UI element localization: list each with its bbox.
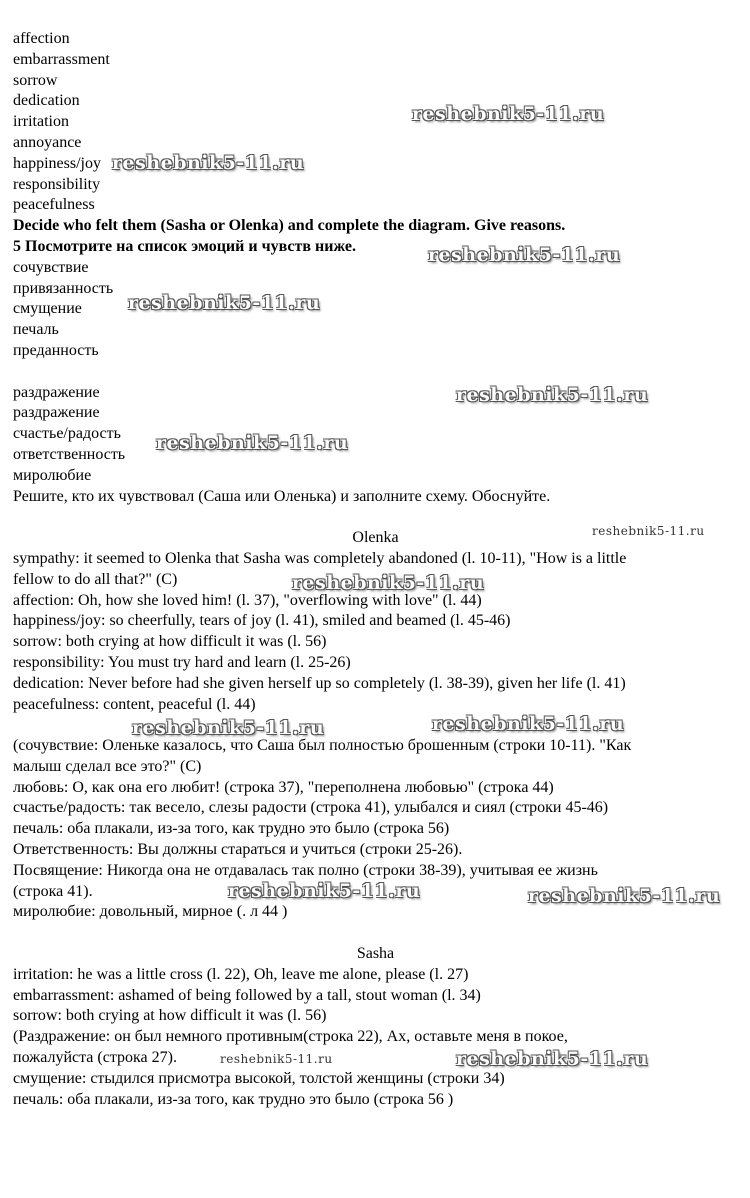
watermark: reshebnik5-11.ru (432, 713, 625, 735)
text-line: счастье/радость: так весело, слезы радости (строка 41), улыбался и сиял (строки 45-46) (13, 799, 609, 817)
text-line: Ответственность: Вы должны стараться и учиться (строки 25-26). (13, 841, 463, 859)
spacer (13, 715, 738, 736)
text-line: (строка 41). (13, 882, 93, 900)
watermark: reshebnik5-11.ru (228, 880, 421, 902)
watermark: reshebnik5-11.ru (128, 292, 321, 314)
text-line: печаль: оба плакали, из-за того, как трудно это было (строка 56 ) (13, 1090, 454, 1108)
list-item: привязанность (13, 279, 114, 297)
list-item: sorrow (13, 71, 58, 89)
list-item: счастье/радость (13, 425, 121, 443)
list-item: смущение (13, 300, 82, 318)
text-line: happiness/joy: so cheerfully, tears of joy (l. 41), smiled and beamed (l. 45-46) (13, 612, 511, 630)
text-line: sorrow: both crying at how difficult it was (l. 56) (13, 633, 327, 651)
list-item: responsibility (13, 175, 101, 193)
text-line: смущение: стыдился присмотра высокой, толстой женщины (строки 34) (13, 1069, 505, 1087)
watermark: reshebnik5-11.ru (220, 1052, 333, 1066)
list-item: миролюбие (13, 466, 92, 484)
list-item: embarrassment (13, 50, 110, 68)
list-item: happiness/joy (13, 154, 101, 172)
instruction-ru: Решите, кто их чувствовал (Саша или Оленька) и заполните схему. Обоснуйте. (13, 487, 551, 505)
document-body (13, 29, 738, 1110)
sasha-heading: Sasha (356, 945, 395, 963)
text-line: irritation: he was a little cross (l. 22), Oh, leave me alone, please (l. 27) (13, 965, 469, 983)
olenka-heading: Olenka (352, 529, 399, 547)
text-line: responsibility: You must try hard and learn (l. 25-26) (13, 653, 351, 671)
text-line: (Раздражение: он был немного противным(строка 22), Ах, оставьте меня в покое, (13, 1028, 568, 1046)
list-item: peacefulness (13, 196, 95, 214)
list-item: affection (13, 30, 70, 47)
watermark: reshebnik5-11.ru (412, 103, 605, 125)
text-line: любовь: О, как она его любит! (строка 37), "переполнена любовью" (строка 44) (13, 778, 554, 796)
text-line: sorrow: both crying at how difficult it was (l. 56) (13, 1007, 327, 1025)
watermark: reshebnik5-11.ru (156, 432, 349, 454)
text-line: печаль: оба плакали, из-за того, как трудно это было (строка 56) (13, 820, 450, 838)
text-line: dedication: Never before had she given herself up so completely (l. 38-39), given her life (l. 41) (13, 674, 626, 692)
list-item: сочувствие (13, 258, 89, 276)
instruction-en: Decide who felt them (Sasha or Olenka) and complete the diagram. Give reasons. (13, 217, 566, 235)
list-item: раздражение (13, 383, 100, 401)
watermark: reshebnik5-11.ru (132, 717, 325, 739)
watermark: reshebnik5-11.ru (292, 572, 485, 594)
list-item: преданность (13, 341, 99, 359)
list-item: ответственность (13, 445, 126, 463)
text-line: peacefulness: content, peaceful (l. 44) (13, 695, 256, 713)
task-heading-ru: 5 Посмотрите на список эмоций и чувств ниже. (13, 237, 356, 255)
text-line: affection: Oh, how she loved him! (l. 37), "overflowing with love" (l. 44) (13, 591, 482, 609)
text-line: пожалуйста (строка 27). (13, 1049, 177, 1067)
text-line: embarrassment: ashamed of being followed by a tall, stout woman (l. 34) (13, 986, 481, 1004)
sasha-english-section (13, 965, 738, 1027)
spacer (13, 923, 738, 944)
text-line: fellow to do all that?" (C) (13, 570, 178, 588)
english-emotion-list (13, 29, 738, 216)
spacer (13, 362, 738, 383)
watermark: reshebnik5-11.ru (528, 885, 721, 907)
russian-emotion-list-1 (13, 258, 738, 362)
text-line: малыш сделал все это?" (С) (13, 757, 202, 775)
text-line: (сочувствие: Оленьке казалось, что Саша был полностью брошенным (строки 10-11). "Как (13, 737, 632, 755)
watermark: reshebnik5-11.ru (592, 524, 705, 538)
text-line: миролюбие: довольный, мирное (. л 44 ) (13, 903, 288, 921)
watermark: reshebnik5-11.ru (112, 152, 305, 174)
text-line: sympathy: it seemed to Olenka that Sasha was completely abandoned (l. 10-11), "How is a little (13, 549, 627, 567)
text-line: Посвящение: Никогда она не отдавалась так полно (строки 38-39), учитывая ее жизнь (13, 861, 598, 879)
watermark: reshebnik5-11.ru (456, 384, 649, 406)
watermark: reshebnik5-11.ru (456, 1048, 649, 1070)
watermark: reshebnik5-11.ru (428, 244, 621, 266)
list-item: annoyance (13, 133, 82, 151)
list-item: печаль (13, 321, 59, 339)
list-item: dedication (13, 92, 80, 110)
list-item: раздражение (13, 404, 100, 422)
list-item: irritation (13, 113, 69, 131)
